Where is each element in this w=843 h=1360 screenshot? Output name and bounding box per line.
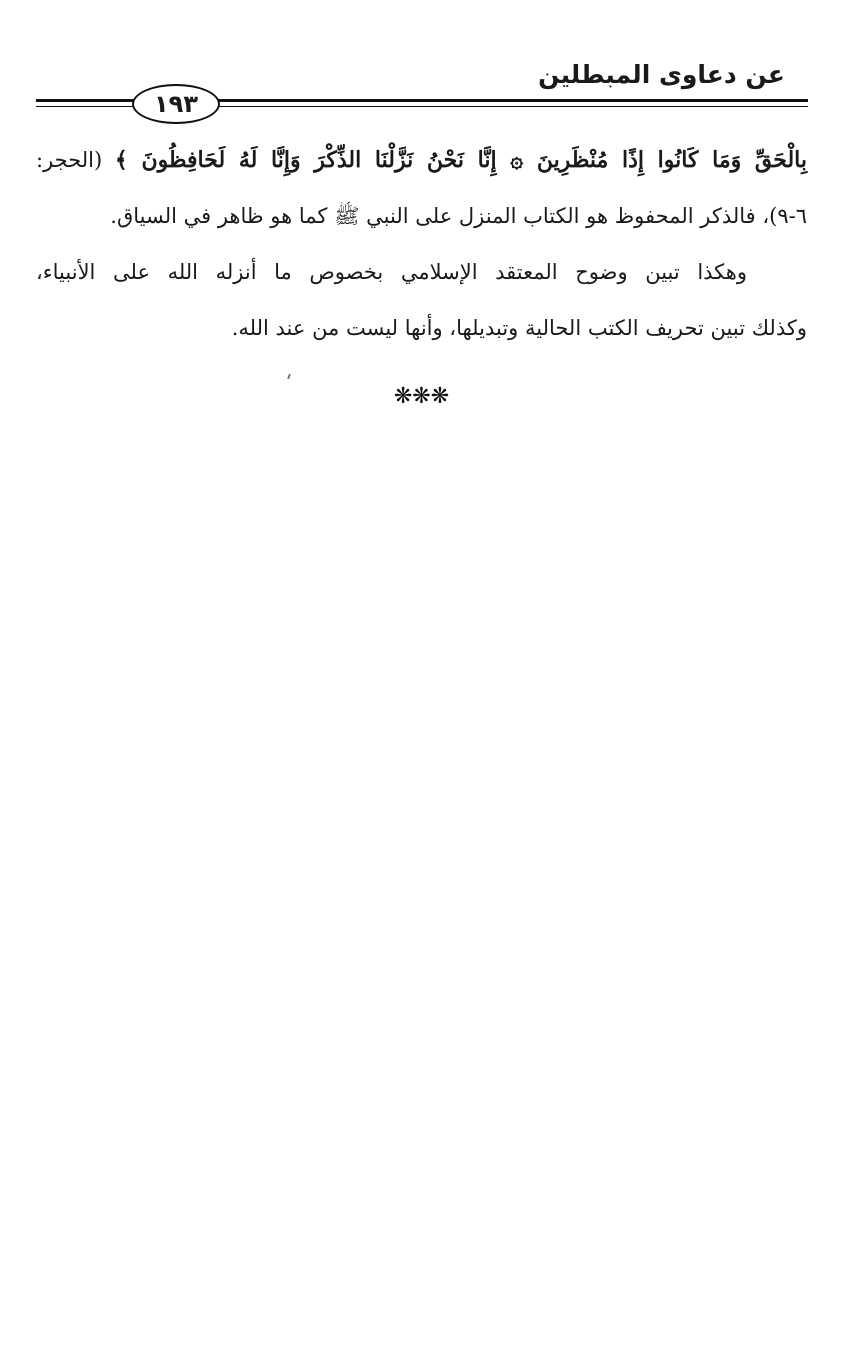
page-number-badge: ١٩٣ <box>132 84 220 124</box>
section-separator: ❋❋❋ <box>393 384 450 409</box>
running-title: عن دعاوى المبطلين <box>538 60 785 89</box>
scan-speck <box>287 374 291 379</box>
text-line-2: ٦-٩)، فالذكر المحفوظ هو الكتاب المنزل على النبي ﷺ كما هو ظاهر في السياق. <box>110 204 807 228</box>
verse-reference: (الحجر: <box>36 148 103 172</box>
paragraph-1 <box>36 132 807 244</box>
text-line-3: وهكذا تبين وضوح المعتقد الإسلامي بخصوص ما أنزله الله على الأنبياء، <box>36 260 747 284</box>
text-line-4: وكذلك تبين تحريف الكتب الحالية وتبديلها، وأنها ليست من عند الله. <box>231 316 807 340</box>
paragraph-2 <box>36 244 807 356</box>
text-line-1 <box>36 132 807 188</box>
quran-verse: بِالْحَقِّ وَمَا كَانُوا إِذًا مُنْظَرِينَ ۞ إِنَّا نَحْنُ نَزَّلْنَا الذِّكْرَ وَإِنَّا لَهُ لَحَافِظُونَ ﴾ <box>114 147 807 173</box>
body-text <box>36 132 807 356</box>
